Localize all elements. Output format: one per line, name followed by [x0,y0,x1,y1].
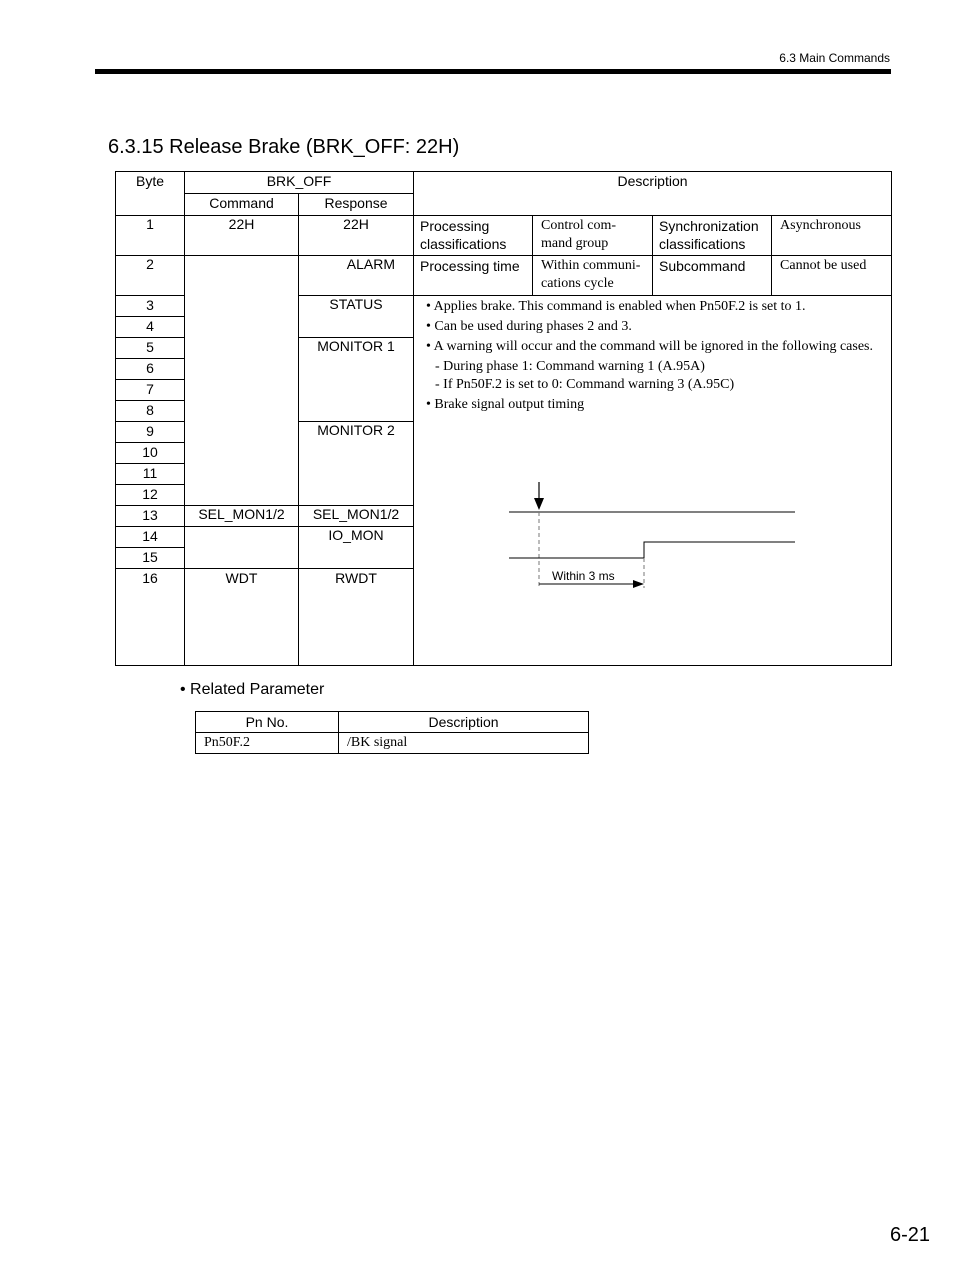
page-number: 6-21 [889,1224,930,1246]
sync-class-value: Asynchronous [772,216,892,256]
command-cell: SEL_MON1/2 [185,506,299,527]
bullet-applies-brake: • Applies brake. This command is enabled when Pn50F.2 is set to 1. [426,299,806,314]
param-header-description: Description [339,712,589,733]
response-cell: SEL_MON1/2 [299,506,414,527]
command-blank-cell [185,527,299,569]
processing-time-label: Processing time [414,256,533,296]
bullet-warning-phase1: - During phase 1: Command warning 1 (A.95A) [435,359,705,374]
byte-cell: 10 [116,443,185,464]
response-cell: MONITOR 2 [299,422,414,506]
response-cell: MONITOR 1 [299,338,414,422]
byte-cell: 1 [116,216,185,256]
description-cell [414,296,892,666]
brake-signal-waveform [509,542,795,558]
command-cell: WDT [185,569,299,666]
related-parameter-label: • Related Parameter [180,681,325,698]
byte-cell: 2 [116,256,185,296]
byte-cell: 12 [116,485,185,506]
processing-time-value: Within communi-cations cycle [533,256,653,296]
param-header-pn: Pn No. [196,712,339,733]
timing-label: Within 3 ms [552,569,615,583]
byte-cell: 15 [116,548,185,569]
response-cell: ALARM [299,256,414,296]
byte-cell: 4 [116,317,185,338]
command-cell: 22H [185,216,299,256]
bullet-phases: • Can be used during phases 2 and 3. [426,319,632,334]
running-header: 6.3 Main Commands [779,51,890,65]
byte-cell: 13 [116,506,185,527]
byte-cell: 9 [116,422,185,443]
bullet-warning-pn50f: - If Pn50F.2 is set to 0: Command warning 3 (A.95C) [435,377,735,392]
header-brk-off: BRK_OFF [185,172,414,194]
processing-class-value: Control com-mand group [533,216,653,256]
param-pn-cell: Pn50F.2 [196,733,339,754]
header-command: Command [185,194,299,216]
response-cell: IO_MON [299,527,414,569]
brake-timing-diagram [504,482,804,602]
header-response: Response [299,194,414,216]
byte-cell: 7 [116,380,185,401]
subcommand-label: Subcommand [653,256,772,296]
bullet-warning: • A warning will occur and the command will be ignored in the following cases. [426,339,873,354]
byte-cell: 3 [116,296,185,317]
command-table [115,171,892,666]
byte-cell: 5 [116,338,185,359]
timing-interval-arrowhead [633,580,644,588]
response-cell: STATUS [299,296,414,338]
header-byte: Byte [116,172,185,216]
related-parameter-table [195,711,589,754]
header-description: Description [414,172,892,216]
byte-cell: 6 [116,359,185,380]
response-cell: RWDT [299,569,414,666]
byte-cell: 16 [116,569,185,666]
sync-class-label: Synchronization classifications [653,216,772,256]
header-rule [95,69,891,74]
subcommand-value: Cannot be used [772,256,892,296]
processing-class-label: Processing classifications [414,216,533,256]
response-cell: 22H [299,216,414,256]
command-arrow-head [534,498,544,510]
byte-cell: 8 [116,401,185,422]
description-bullets [426,298,873,416]
section-title: 6.3.15 Release Brake (BRK_OFF: 22H) [108,136,460,158]
bullet-brake-timing: • Brake signal output timing [426,397,585,412]
byte-cell: 11 [116,464,185,485]
command-blank-cell [185,256,299,506]
param-desc-cell: /BK signal [339,733,589,754]
byte-cell: 14 [116,527,185,548]
